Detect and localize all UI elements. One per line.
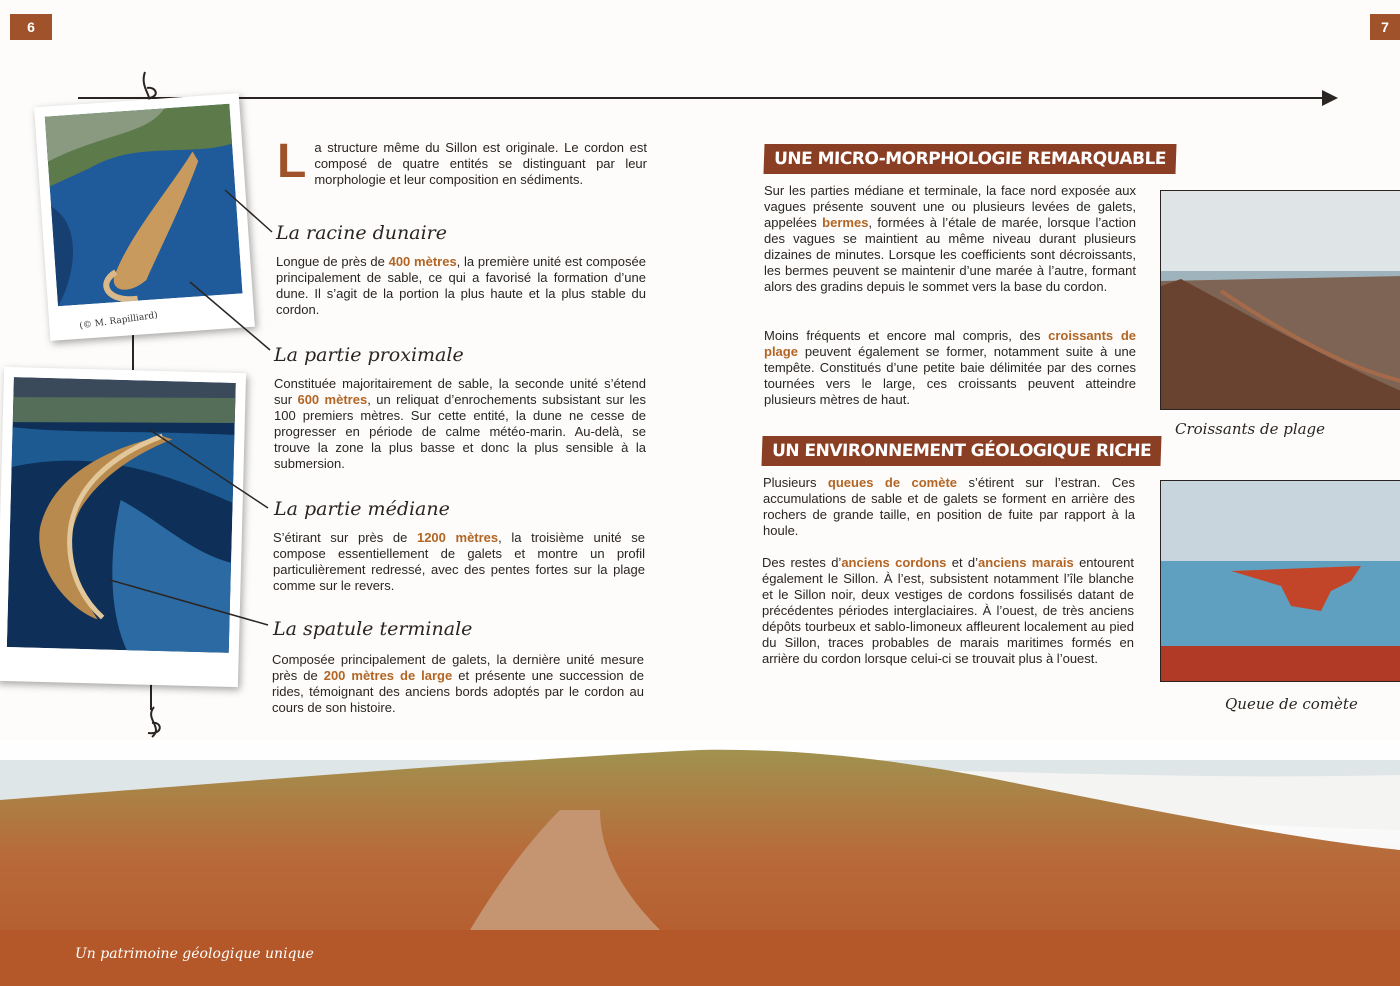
section-title-racine: La racine dunaire [276,222,447,244]
section-text-racine: Longue de près de 400 mètres, la première unité est composée principalement de sable, ce qui a favorisé la formation d’une dune. Il s’agit de la portion la plus haute et la plus stable du cordon. [276,254,646,317]
paragraph-bermes: Sur les parties médiane et terminale, la face nord exposée aux vagues présente souvent une ou plusieurs levées de galets, appelées bermes, formées à l’étale de marée, lorsque l’action des vagues se maintient au même niveau durant plusieurs dizaines de minutes. Lorsque les coefficients sont décroissants, les bermes peuvent se maintenir d’une marée à l’autre, formant alors des gradins depuis le sommet vers la base du cordon. [764,183,1136,294]
intro-paragraph [277,135,647,188]
paragraph-croissants: Moins fréquents et encore mal compris, des croissants de plage peuvent également se former, notamment suite à une tempête. Constitués d’une petite baie délimitée par des cornes tournées vers le large, ces croissants peuvent atteindre plusieurs mètres de haut. [764,328,1136,407]
paragraph-queues: Plusieurs queues de comète s’étirent sur l’estran. Ces accumulations de sable et de galets se forment en arrière des rochers de grande taille, en position de fuite par rapport à la houle. [763,475,1135,538]
section-text-spatule: Composée principalement de galets, la dernière unité mesure près de 200 mètres de large et présente une succession de rides, témoignant des anciens bords adoptés par le cordon au cours de son histoire. [272,652,645,715]
photo-credit: (© M. Rapilliard) [78,310,159,332]
photo-queue-comete [1160,480,1400,682]
photo-croissants [1160,190,1400,410]
section-text-proximale: Constituée majoritairement de sable, la seconde unité s’étend sur 600 mètres, un reliquat d’enrochements subsistant sur les 100 premiers mètres. Sur cette entité, la dune ne cesse de progresser en période de calme météo-marin. Au-delà, se trouve la zone la plus basse et donc la plus sensible à la submersion. [274,376,647,471]
caption-croissants: Croissants de plage [1175,420,1326,438]
footer-title: Un patrimoine géologique unique [75,946,314,962]
page-number-left: 6 [10,14,52,40]
section-title-proximale: La partie proximale [274,344,464,366]
intro-text: a structure même du Sillon est originale. Le cordon est composé de quatre entités se distinguant par leur morphologie et leur composition en sédiments. [314,140,647,187]
dropcap: L [277,135,307,188]
banner-environnement: UN ENVIRONNEMENT GÉOLOGIQUE RICHE [761,436,1161,466]
section-title-mediane: La partie médiane [274,498,450,520]
page-number-right: 7 [1370,14,1400,40]
timeline-arrow-icon [1322,90,1338,106]
banner-micro-morphologie: UNE MICRO-MORPHOLOGIE REMARQUABLE [763,144,1176,174]
paragraph-anciens: Des restes d’anciens cordons et d’anciens marais entourent également le Sillon. À l’est, subsistent notamment l’île blanche et le Sillon noir, deux vestiges de cordons fossilisés datant de précédentes périodes interglaciaires. À l’ouest, de très anciens dépôts tourbeux et sablo-limoneux affleurent localement au pied du Sillon, traces probables de marais maritimes formés en arrière du cordon lorsque celui-ci se trouvait plus à l’ouest. [762,555,1134,666]
section-title-spatule: La spatule terminale [273,618,473,640]
caption-queue-comete: Queue de comète [1225,695,1358,713]
section-text-mediane: S’étirant sur près de 1200 mètres, la troisième unité se compose essentiellement de galets et montre un profil particulièrement redressé, avec des pentes fortes sur la plage comme sur le revers. [273,530,646,593]
